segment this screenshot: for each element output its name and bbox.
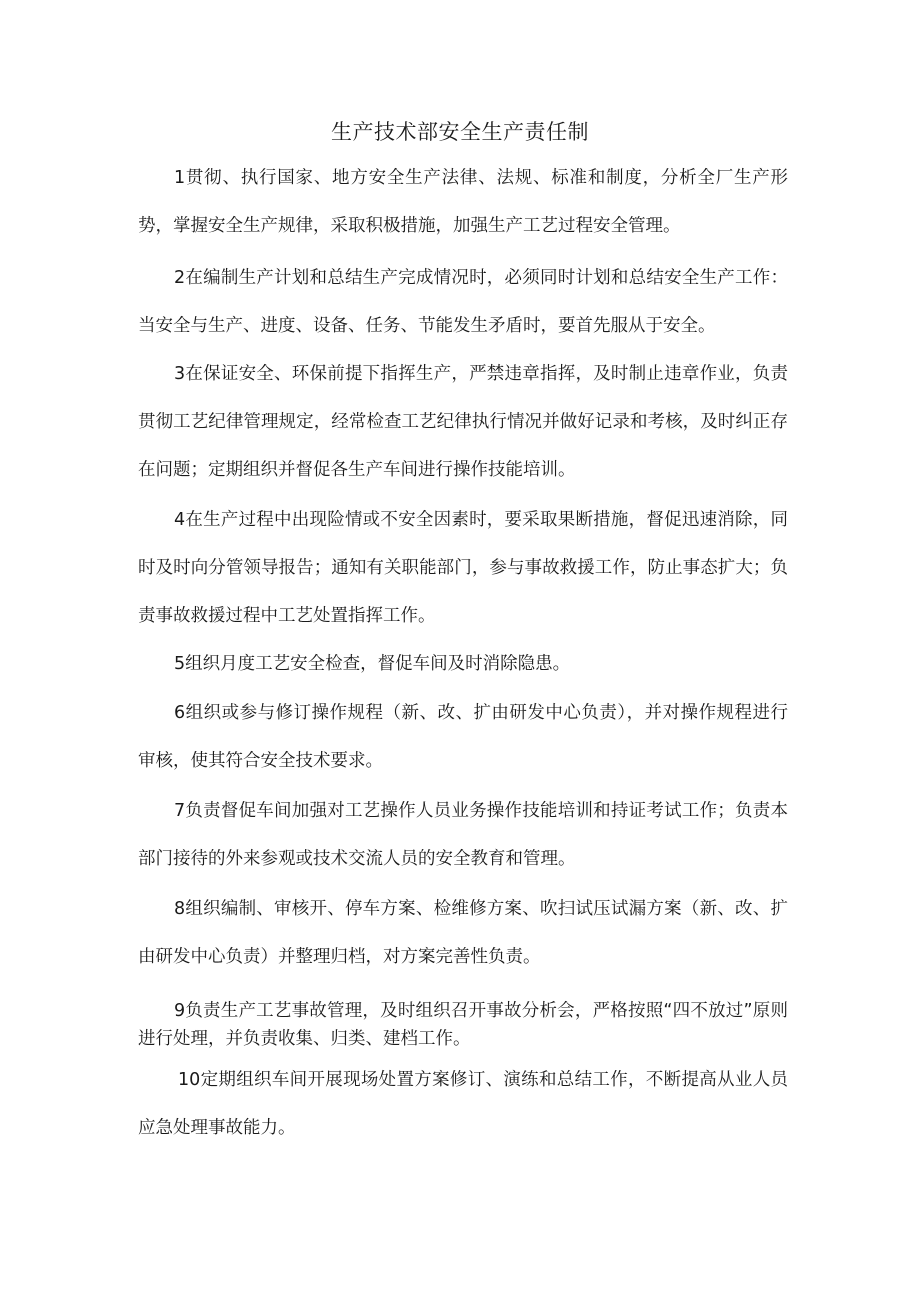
paragraph-text: 组织编制、审核开、停车方案、检维修方案、吹扫试压试漏方案（新、改、扩由研发中心负责）并整理归档，对方案完善性负责。 xyxy=(138,899,788,967)
paragraph-text: 组织或参与修订操作规程（新、改、扩由研发中心负责），并对操作规程进行审核，使其符合安全技术要求。 xyxy=(138,703,788,771)
paragraph-text: 在保证安全、环保前提下指挥生产，严禁违章指挥，及时制止违章作业，负责贯彻工艺纪律管理规定，经常检查工艺纪律执行情况并做好记录和考核，及时纠正存在问题；定期组织并督促各生产车间进行操作技能培训。 xyxy=(138,364,788,480)
paragraph-number: 8 xyxy=(174,899,186,919)
paragraph-1 xyxy=(138,154,788,250)
paragraph-number: 4 xyxy=(174,510,186,530)
paragraph-10 xyxy=(138,1056,788,1152)
paragraph-text: 负责督促车间加强对工艺操作人员业务操作技能培训和持证考试工作；负责本部门接待的外来参观或技术交流人员的安全教育和管理。 xyxy=(138,801,788,869)
paragraph-4 xyxy=(138,496,788,640)
paragraph-number: 10 xyxy=(178,1070,201,1090)
paragraph-text: 在生产过程中出现险情或不安全因素时，要采取果断措施，督促迅速消除，同时及时向分管领导报告；通知有关职能部门，参与事故救援工作，防止事态扩大；负责事故救援过程中工艺处置指挥工作。 xyxy=(138,510,788,626)
paragraph-number: 9 xyxy=(174,1001,186,1021)
paragraph-number: 7 xyxy=(174,801,186,821)
paragraph-7 xyxy=(138,787,788,883)
paragraph-text: 组织月度工艺安全检查，督促车间及时消除隐患。 xyxy=(185,654,571,674)
document-title: 生产技术部安全生产责任制 xyxy=(331,120,589,144)
paragraph-5 xyxy=(138,640,788,688)
paragraph-text: 贯彻、执行国家、地方安全生产法律、法规、标准和制度，分析全厂生产形势，掌握安全生产规律，采取积极措施，加强生产工艺过程安全管理。 xyxy=(138,168,788,236)
paragraph-8 xyxy=(138,885,788,981)
paragraph-text: 在编制生产计划和总结生产完成情况时，必须同时计划和总结安全生产工作：当安全与生产、进度、设备、任务、节能发生矛盾时，要首先服从于安全。 xyxy=(138,268,788,336)
paragraph-text: 负责生产工艺事故管理，及时组织召开事故分析会，严格按照“四不放过”原则进行处理，并负责收集、归类、建档工作。 xyxy=(138,1001,788,1049)
paragraph-9 xyxy=(138,997,788,1053)
paragraph-6 xyxy=(138,689,788,785)
paragraph-number: 1 xyxy=(174,168,186,188)
paragraph-number: 3 xyxy=(174,364,186,384)
paragraph-3 xyxy=(138,350,788,494)
paragraph-number: 6 xyxy=(174,703,186,723)
paragraph-number: 5 xyxy=(174,654,186,674)
paragraph-text: 定期组织车间开展现场处置方案修订、演练和总结工作，不断提高从业人员应急处理事故能力。 xyxy=(138,1070,788,1138)
paragraph-2 xyxy=(138,254,788,350)
paragraph-number: 2 xyxy=(174,268,186,288)
